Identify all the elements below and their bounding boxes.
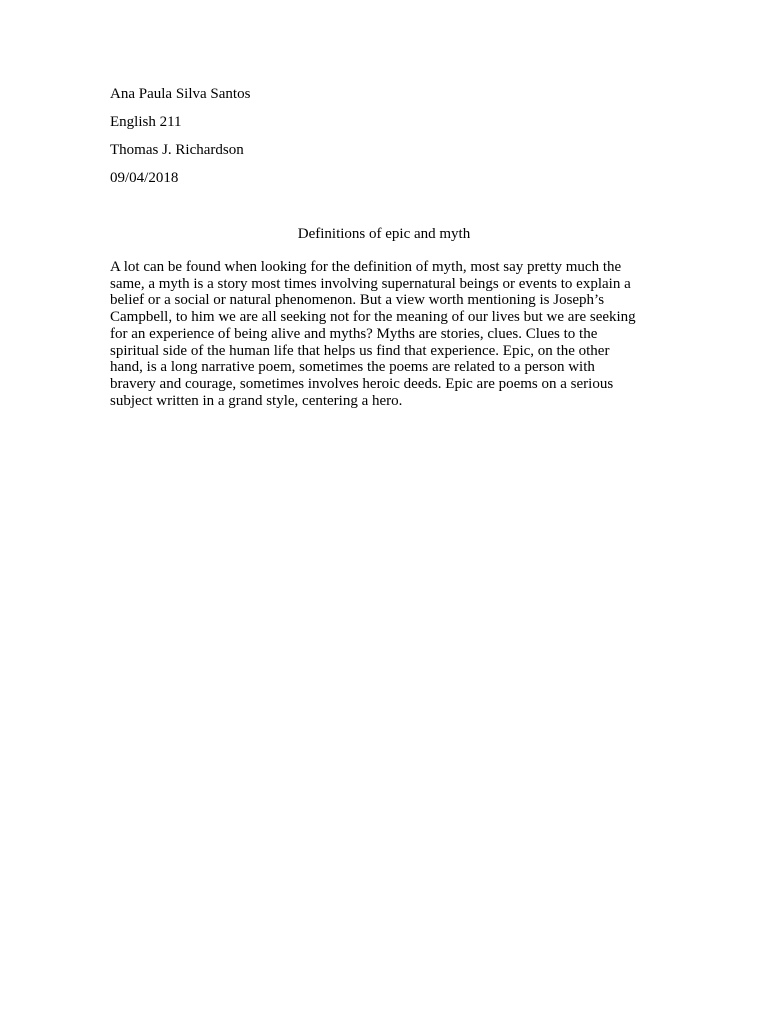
instructor-name: Thomas J. Richardson — [110, 142, 244, 158]
document-header — [110, 86, 670, 198]
paragraph-line: for an experience of being alive and myths? Myths are stories, clues. Clues to the — [110, 325, 598, 342]
paragraph-line: A lot can be found when looking for the definition of myth, most say pretty much the — [110, 259, 622, 275]
paragraph-line: Campbell, to him we are all seeking not for the meaning of our lives but we are seeking — [110, 309, 636, 326]
paragraph-line: subject written in a grand style, centering a hero. — [110, 392, 403, 409]
paragraph-line: belief or a social or natural phenomenon. But a view worth mentioning is Joseph’s — [110, 292, 605, 309]
body-paragraph — [110, 259, 658, 409]
paragraph-line: same, a myth is a story most times involving supernatural beings or events to explain a — [110, 275, 631, 292]
paragraph-line: spiritual side of the human life that helps us find that experience. Epic, on the other — [110, 342, 610, 359]
paragraph-line: hand, is a long narrative poem, sometimes the poems are related to a person with — [110, 359, 595, 376]
course-name: English 211 — [110, 114, 182, 130]
author-name: Ana Paula Silva Santos — [110, 86, 251, 102]
document-title: Definitions of epic and myth — [297, 226, 471, 242]
paragraph-line: bravery and courage, sometimes involves heroic deeds. Epic are poems on a serious — [110, 375, 614, 392]
document-date: 09/04/2018 — [110, 170, 179, 186]
